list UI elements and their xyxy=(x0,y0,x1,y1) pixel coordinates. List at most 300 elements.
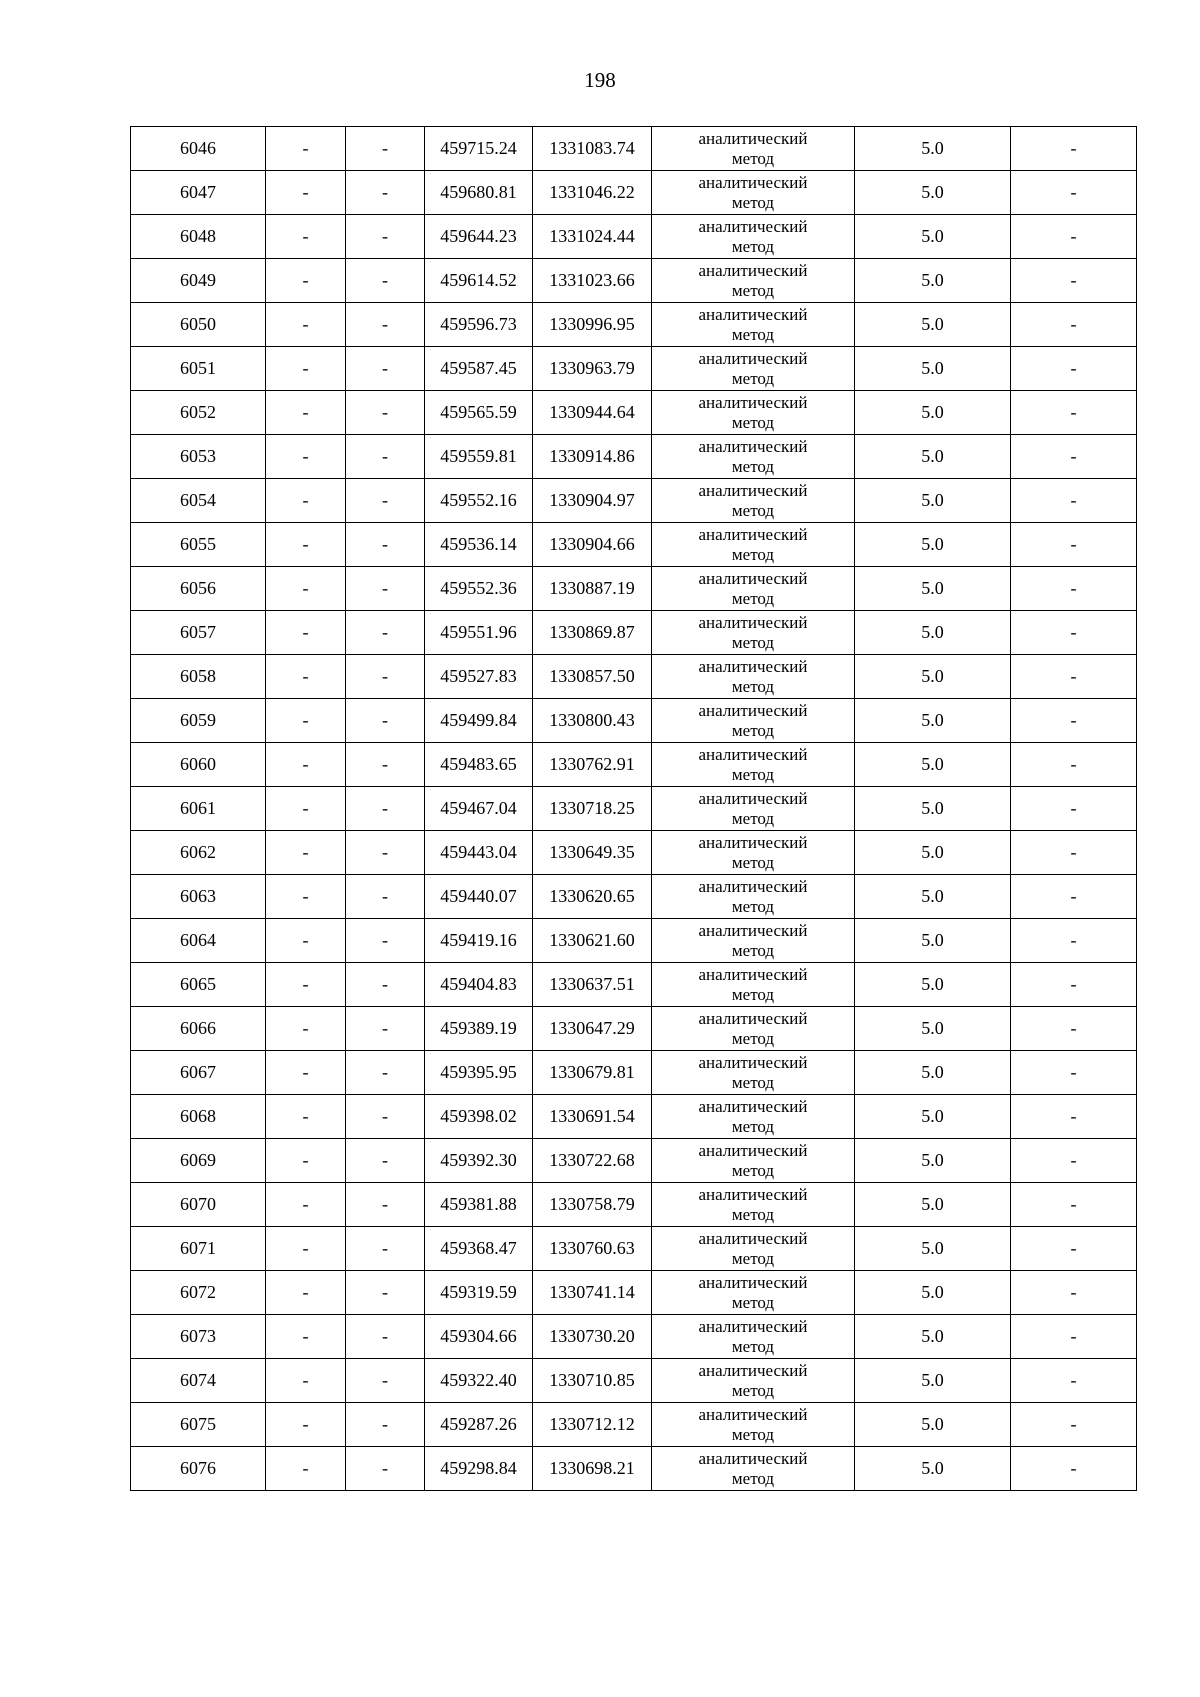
x-coordinate-cell: 459552.16 xyxy=(425,479,533,523)
value-cell: 5.0 xyxy=(855,1227,1011,1271)
x-coordinate-cell: 459304.66 xyxy=(425,1315,533,1359)
column-2-cell: - xyxy=(266,963,346,1007)
source-id-cell: 6059 xyxy=(131,699,266,743)
method-line-1: аналитический xyxy=(698,920,808,940)
column-2-cell: - xyxy=(266,611,346,655)
value-cell: 5.0 xyxy=(855,523,1011,567)
column-3-cell: - xyxy=(346,127,425,171)
method-line-1: аналитический xyxy=(698,700,808,720)
table-row xyxy=(131,1315,1137,1359)
y-coordinate-cell: 1331023.66 xyxy=(533,259,652,303)
column-2-cell: - xyxy=(266,259,346,303)
column-3-cell: - xyxy=(346,435,425,479)
table-row xyxy=(131,699,1137,743)
column-3-cell: - xyxy=(346,1359,425,1403)
column-3-cell: - xyxy=(346,259,425,303)
table-row xyxy=(131,787,1137,831)
method-cell xyxy=(652,611,855,655)
y-coordinate-cell: 1330762.91 xyxy=(533,743,652,787)
y-coordinate-cell: 1330621.60 xyxy=(533,919,652,963)
y-coordinate-cell: 1330887.19 xyxy=(533,567,652,611)
column-2-cell: - xyxy=(266,1007,346,1051)
table-row xyxy=(131,215,1137,259)
source-id-cell: 6072 xyxy=(131,1271,266,1315)
table-row xyxy=(131,303,1137,347)
method-cell xyxy=(652,1007,855,1051)
method-line-2: метод xyxy=(731,1160,775,1180)
value-cell: 5.0 xyxy=(855,1095,1011,1139)
table-row xyxy=(131,1227,1137,1271)
column-2-cell: - xyxy=(266,347,346,391)
table-row xyxy=(131,655,1137,699)
source-id-cell: 6070 xyxy=(131,1183,266,1227)
table-row xyxy=(131,1183,1137,1227)
method-line-2: метод xyxy=(731,500,775,520)
value-cell: 5.0 xyxy=(855,1315,1011,1359)
method-line-2: метод xyxy=(731,940,775,960)
column-3-cell: - xyxy=(346,963,425,1007)
method-line-1: аналитический xyxy=(698,304,808,324)
column-2-cell: - xyxy=(266,1183,346,1227)
method-line-2: метод xyxy=(731,1072,775,1092)
value-cell: 5.0 xyxy=(855,127,1011,171)
method-line-2: метод xyxy=(731,808,775,828)
x-coordinate-cell: 459287.26 xyxy=(425,1403,533,1447)
column-3-cell: - xyxy=(346,303,425,347)
column-3-cell: - xyxy=(346,1227,425,1271)
last-column-cell: - xyxy=(1011,127,1137,171)
method-cell xyxy=(652,523,855,567)
method-cell xyxy=(652,215,855,259)
method-cell xyxy=(652,435,855,479)
source-id-cell: 6062 xyxy=(131,831,266,875)
y-coordinate-cell: 1330914.86 xyxy=(533,435,652,479)
last-column-cell: - xyxy=(1011,259,1137,303)
source-id-cell: 6076 xyxy=(131,1447,266,1491)
y-coordinate-cell: 1330904.66 xyxy=(533,523,652,567)
table-row xyxy=(131,479,1137,523)
method-line-1: аналитический xyxy=(698,964,808,984)
last-column-cell: - xyxy=(1011,1271,1137,1315)
method-cell xyxy=(652,743,855,787)
column-3-cell: - xyxy=(346,1139,425,1183)
source-id-cell: 6057 xyxy=(131,611,266,655)
y-coordinate-cell: 1330857.50 xyxy=(533,655,652,699)
method-cell xyxy=(652,963,855,1007)
x-coordinate-cell: 459319.59 xyxy=(425,1271,533,1315)
source-id-cell: 6069 xyxy=(131,1139,266,1183)
last-column-cell: - xyxy=(1011,1403,1137,1447)
source-id-cell: 6046 xyxy=(131,127,266,171)
last-column-cell: - xyxy=(1011,479,1137,523)
source-id-cell: 6074 xyxy=(131,1359,266,1403)
method-line-1: аналитический xyxy=(698,128,808,148)
last-column-cell: - xyxy=(1011,655,1137,699)
method-line-2: метод xyxy=(731,852,775,872)
value-cell: 5.0 xyxy=(855,1359,1011,1403)
source-id-cell: 6063 xyxy=(131,875,266,919)
y-coordinate-cell: 1330800.43 xyxy=(533,699,652,743)
column-2-cell: - xyxy=(266,1227,346,1271)
last-column-cell: - xyxy=(1011,1359,1137,1403)
last-column-cell: - xyxy=(1011,215,1137,259)
x-coordinate-cell: 459398.02 xyxy=(425,1095,533,1139)
column-3-cell: - xyxy=(346,171,425,215)
value-cell: 5.0 xyxy=(855,171,1011,215)
value-cell: 5.0 xyxy=(855,611,1011,655)
y-coordinate-cell: 1330679.81 xyxy=(533,1051,652,1095)
method-line-1: аналитический xyxy=(698,524,808,544)
method-line-2: метод xyxy=(731,676,775,696)
method-line-1: аналитический xyxy=(698,612,808,632)
method-line-1: аналитический xyxy=(698,392,808,412)
method-line-1: аналитический xyxy=(698,568,808,588)
method-cell xyxy=(652,1139,855,1183)
y-coordinate-cell: 1331024.44 xyxy=(533,215,652,259)
source-id-cell: 6060 xyxy=(131,743,266,787)
method-line-2: метод xyxy=(731,896,775,916)
last-column-cell: - xyxy=(1011,1315,1137,1359)
method-cell xyxy=(652,875,855,919)
last-column-cell: - xyxy=(1011,567,1137,611)
source-id-cell: 6065 xyxy=(131,963,266,1007)
y-coordinate-cell: 1330944.64 xyxy=(533,391,652,435)
table-row xyxy=(131,831,1137,875)
x-coordinate-cell: 459404.83 xyxy=(425,963,533,1007)
source-id-cell: 6048 xyxy=(131,215,266,259)
last-column-cell: - xyxy=(1011,1227,1137,1271)
method-line-2: метод xyxy=(731,280,775,300)
table-row xyxy=(131,435,1137,479)
source-id-cell: 6067 xyxy=(131,1051,266,1095)
column-2-cell: - xyxy=(266,1447,346,1491)
y-coordinate-cell: 1330620.65 xyxy=(533,875,652,919)
column-2-cell: - xyxy=(266,479,346,523)
column-2-cell: - xyxy=(266,391,346,435)
x-coordinate-cell: 459381.88 xyxy=(425,1183,533,1227)
last-column-cell: - xyxy=(1011,875,1137,919)
x-coordinate-cell: 459527.83 xyxy=(425,655,533,699)
method-line-2: метод xyxy=(731,236,775,256)
method-line-2: метод xyxy=(731,368,775,388)
method-line-1: аналитический xyxy=(698,1008,808,1028)
source-id-cell: 6055 xyxy=(131,523,266,567)
column-3-cell: - xyxy=(346,523,425,567)
x-coordinate-cell: 459440.07 xyxy=(425,875,533,919)
table-row xyxy=(131,523,1137,567)
column-3-cell: - xyxy=(346,655,425,699)
column-3-cell: - xyxy=(346,1183,425,1227)
method-cell xyxy=(652,567,855,611)
y-coordinate-cell: 1330730.20 xyxy=(533,1315,652,1359)
table-row xyxy=(131,1447,1137,1491)
value-cell: 5.0 xyxy=(855,391,1011,435)
value-cell: 5.0 xyxy=(855,963,1011,1007)
value-cell: 5.0 xyxy=(855,215,1011,259)
method-cell xyxy=(652,1051,855,1095)
source-id-cell: 6050 xyxy=(131,303,266,347)
method-cell xyxy=(652,655,855,699)
x-coordinate-cell: 459298.84 xyxy=(425,1447,533,1491)
y-coordinate-cell: 1331046.22 xyxy=(533,171,652,215)
method-line-1: аналитический xyxy=(698,260,808,280)
x-coordinate-cell: 459395.95 xyxy=(425,1051,533,1095)
method-line-2: метод xyxy=(731,1336,775,1356)
value-cell: 5.0 xyxy=(855,435,1011,479)
y-coordinate-cell: 1330741.14 xyxy=(533,1271,652,1315)
method-line-2: метод xyxy=(731,1380,775,1400)
method-cell xyxy=(652,479,855,523)
last-column-cell: - xyxy=(1011,831,1137,875)
method-cell xyxy=(652,787,855,831)
source-id-cell: 6073 xyxy=(131,1315,266,1359)
column-3-cell: - xyxy=(346,875,425,919)
method-line-2: метод xyxy=(731,1204,775,1224)
x-coordinate-cell: 459392.30 xyxy=(425,1139,533,1183)
table-row xyxy=(131,1007,1137,1051)
method-line-1: аналитический xyxy=(698,480,808,500)
y-coordinate-cell: 1330698.21 xyxy=(533,1447,652,1491)
column-3-cell: - xyxy=(346,699,425,743)
method-line-1: аналитический xyxy=(698,1360,808,1380)
last-column-cell: - xyxy=(1011,171,1137,215)
column-2-cell: - xyxy=(266,655,346,699)
source-id-cell: 6052 xyxy=(131,391,266,435)
y-coordinate-cell: 1330718.25 xyxy=(533,787,652,831)
method-line-1: аналитический xyxy=(698,1140,808,1160)
value-cell: 5.0 xyxy=(855,347,1011,391)
method-cell xyxy=(652,171,855,215)
column-2-cell: - xyxy=(266,699,346,743)
value-cell: 5.0 xyxy=(855,919,1011,963)
last-column-cell: - xyxy=(1011,303,1137,347)
method-cell xyxy=(652,1095,855,1139)
method-line-2: метод xyxy=(731,412,775,432)
table-row xyxy=(131,919,1137,963)
column-2-cell: - xyxy=(266,171,346,215)
source-id-cell: 6051 xyxy=(131,347,266,391)
column-2-cell: - xyxy=(266,215,346,259)
table-row xyxy=(131,567,1137,611)
y-coordinate-cell: 1330963.79 xyxy=(533,347,652,391)
method-line-2: метод xyxy=(731,544,775,564)
table-row xyxy=(131,347,1137,391)
method-line-1: аналитический xyxy=(698,1184,808,1204)
method-line-1: аналитический xyxy=(698,1228,808,1248)
column-3-cell: - xyxy=(346,831,425,875)
x-coordinate-cell: 459419.16 xyxy=(425,919,533,963)
table-row xyxy=(131,611,1137,655)
column-3-cell: - xyxy=(346,347,425,391)
table-body xyxy=(131,127,1137,1491)
x-coordinate-cell: 459368.47 xyxy=(425,1227,533,1271)
method-line-1: аналитический xyxy=(698,436,808,456)
table-row xyxy=(131,259,1137,303)
x-coordinate-cell: 459483.65 xyxy=(425,743,533,787)
method-line-2: метод xyxy=(731,632,775,652)
method-line-2: метод xyxy=(731,324,775,344)
last-column-cell: - xyxy=(1011,743,1137,787)
method-line-2: метод xyxy=(731,1248,775,1268)
column-3-cell: - xyxy=(346,1315,425,1359)
y-coordinate-cell: 1330691.54 xyxy=(533,1095,652,1139)
method-line-1: аналитический xyxy=(698,1316,808,1336)
method-line-1: аналитический xyxy=(698,832,808,852)
source-id-cell: 6061 xyxy=(131,787,266,831)
value-cell: 5.0 xyxy=(855,1183,1011,1227)
value-cell: 5.0 xyxy=(855,1051,1011,1095)
x-coordinate-cell: 459596.73 xyxy=(425,303,533,347)
value-cell: 5.0 xyxy=(855,787,1011,831)
method-cell xyxy=(652,127,855,171)
value-cell: 5.0 xyxy=(855,567,1011,611)
method-cell xyxy=(652,699,855,743)
table-row xyxy=(131,1139,1137,1183)
last-column-cell: - xyxy=(1011,1183,1137,1227)
x-coordinate-cell: 459536.14 xyxy=(425,523,533,567)
y-coordinate-cell: 1330722.68 xyxy=(533,1139,652,1183)
last-column-cell: - xyxy=(1011,435,1137,479)
value-cell: 5.0 xyxy=(855,303,1011,347)
method-line-1: аналитический xyxy=(698,1448,808,1468)
page-number: 198 xyxy=(584,68,616,92)
column-2-cell: - xyxy=(266,435,346,479)
value-cell: 5.0 xyxy=(855,831,1011,875)
table-row xyxy=(131,743,1137,787)
last-column-cell: - xyxy=(1011,611,1137,655)
method-line-1: аналитический xyxy=(698,744,808,764)
column-3-cell: - xyxy=(346,1007,425,1051)
x-coordinate-cell: 459322.40 xyxy=(425,1359,533,1403)
method-line-2: метод xyxy=(731,720,775,740)
source-id-cell: 6075 xyxy=(131,1403,266,1447)
method-line-1: аналитический xyxy=(698,1052,808,1072)
method-cell xyxy=(652,831,855,875)
method-line-1: аналитический xyxy=(698,172,808,192)
method-line-2: метод xyxy=(731,1292,775,1312)
source-id-cell: 6064 xyxy=(131,919,266,963)
table-row xyxy=(131,171,1137,215)
y-coordinate-cell: 1330649.35 xyxy=(533,831,652,875)
value-cell: 5.0 xyxy=(855,699,1011,743)
last-column-cell: - xyxy=(1011,523,1137,567)
value-cell: 5.0 xyxy=(855,259,1011,303)
column-3-cell: - xyxy=(346,1403,425,1447)
method-line-2: метод xyxy=(731,148,775,168)
y-coordinate-cell: 1330760.63 xyxy=(533,1227,652,1271)
table-row xyxy=(131,1403,1137,1447)
method-cell xyxy=(652,1271,855,1315)
value-cell: 5.0 xyxy=(855,1403,1011,1447)
column-2-cell: - xyxy=(266,567,346,611)
method-line-1: аналитический xyxy=(698,788,808,808)
source-id-cell: 6056 xyxy=(131,567,266,611)
column-3-cell: - xyxy=(346,743,425,787)
method-line-1: аналитический xyxy=(698,348,808,368)
column-3-cell: - xyxy=(346,1271,425,1315)
column-2-cell: - xyxy=(266,1315,346,1359)
column-3-cell: - xyxy=(346,919,425,963)
y-coordinate-cell: 1330996.95 xyxy=(533,303,652,347)
method-line-2: метод xyxy=(731,588,775,608)
last-column-cell: - xyxy=(1011,347,1137,391)
last-column-cell: - xyxy=(1011,1051,1137,1095)
x-coordinate-cell: 459715.24 xyxy=(425,127,533,171)
source-id-cell: 6066 xyxy=(131,1007,266,1051)
source-id-cell: 6058 xyxy=(131,655,266,699)
value-cell: 5.0 xyxy=(855,743,1011,787)
table-row xyxy=(131,1051,1137,1095)
value-cell: 5.0 xyxy=(855,1271,1011,1315)
column-3-cell: - xyxy=(346,1095,425,1139)
x-coordinate-cell: 459559.81 xyxy=(425,435,533,479)
column-2-cell: - xyxy=(266,1139,346,1183)
y-coordinate-cell: 1330712.12 xyxy=(533,1403,652,1447)
y-coordinate-cell: 1331083.74 xyxy=(533,127,652,171)
column-2-cell: - xyxy=(266,1095,346,1139)
column-3-cell: - xyxy=(346,787,425,831)
x-coordinate-cell: 459587.45 xyxy=(425,347,533,391)
column-2-cell: - xyxy=(266,127,346,171)
table-row xyxy=(131,1359,1137,1403)
method-cell xyxy=(652,1403,855,1447)
source-id-cell: 6053 xyxy=(131,435,266,479)
method-line-1: аналитический xyxy=(698,1272,808,1292)
source-id-cell: 6049 xyxy=(131,259,266,303)
method-cell xyxy=(652,303,855,347)
method-line-1: аналитический xyxy=(698,656,808,676)
column-2-cell: - xyxy=(266,1359,346,1403)
column-2-cell: - xyxy=(266,743,346,787)
column-3-cell: - xyxy=(346,611,425,655)
x-coordinate-cell: 459551.96 xyxy=(425,611,533,655)
method-line-2: метод xyxy=(731,192,775,212)
last-column-cell: - xyxy=(1011,391,1137,435)
method-line-2: метод xyxy=(731,1468,775,1488)
method-line-2: метод xyxy=(731,456,775,476)
x-coordinate-cell: 459389.19 xyxy=(425,1007,533,1051)
method-line-1: аналитический xyxy=(698,1096,808,1116)
x-coordinate-cell: 459443.04 xyxy=(425,831,533,875)
column-3-cell: - xyxy=(346,391,425,435)
method-line-1: аналитический xyxy=(698,216,808,236)
method-cell xyxy=(652,1183,855,1227)
column-2-cell: - xyxy=(266,303,346,347)
last-column-cell: - xyxy=(1011,1007,1137,1051)
method-cell xyxy=(652,1359,855,1403)
table-row xyxy=(131,391,1137,435)
value-cell: 5.0 xyxy=(855,1447,1011,1491)
method-cell xyxy=(652,919,855,963)
table-row xyxy=(131,1271,1137,1315)
last-column-cell: - xyxy=(1011,963,1137,1007)
last-column-cell: - xyxy=(1011,1447,1137,1491)
data-table xyxy=(130,126,1137,1491)
x-coordinate-cell: 459467.04 xyxy=(425,787,533,831)
y-coordinate-cell: 1330647.29 xyxy=(533,1007,652,1051)
x-coordinate-cell: 459552.36 xyxy=(425,567,533,611)
source-id-cell: 6071 xyxy=(131,1227,266,1271)
last-column-cell: - xyxy=(1011,787,1137,831)
method-line-1: аналитический xyxy=(698,1404,808,1424)
value-cell: 5.0 xyxy=(855,655,1011,699)
method-line-1: аналитический xyxy=(698,876,808,896)
column-3-cell: - xyxy=(346,479,425,523)
x-coordinate-cell: 459614.52 xyxy=(425,259,533,303)
last-column-cell: - xyxy=(1011,1139,1137,1183)
last-column-cell: - xyxy=(1011,699,1137,743)
method-line-2: метод xyxy=(731,1424,775,1444)
